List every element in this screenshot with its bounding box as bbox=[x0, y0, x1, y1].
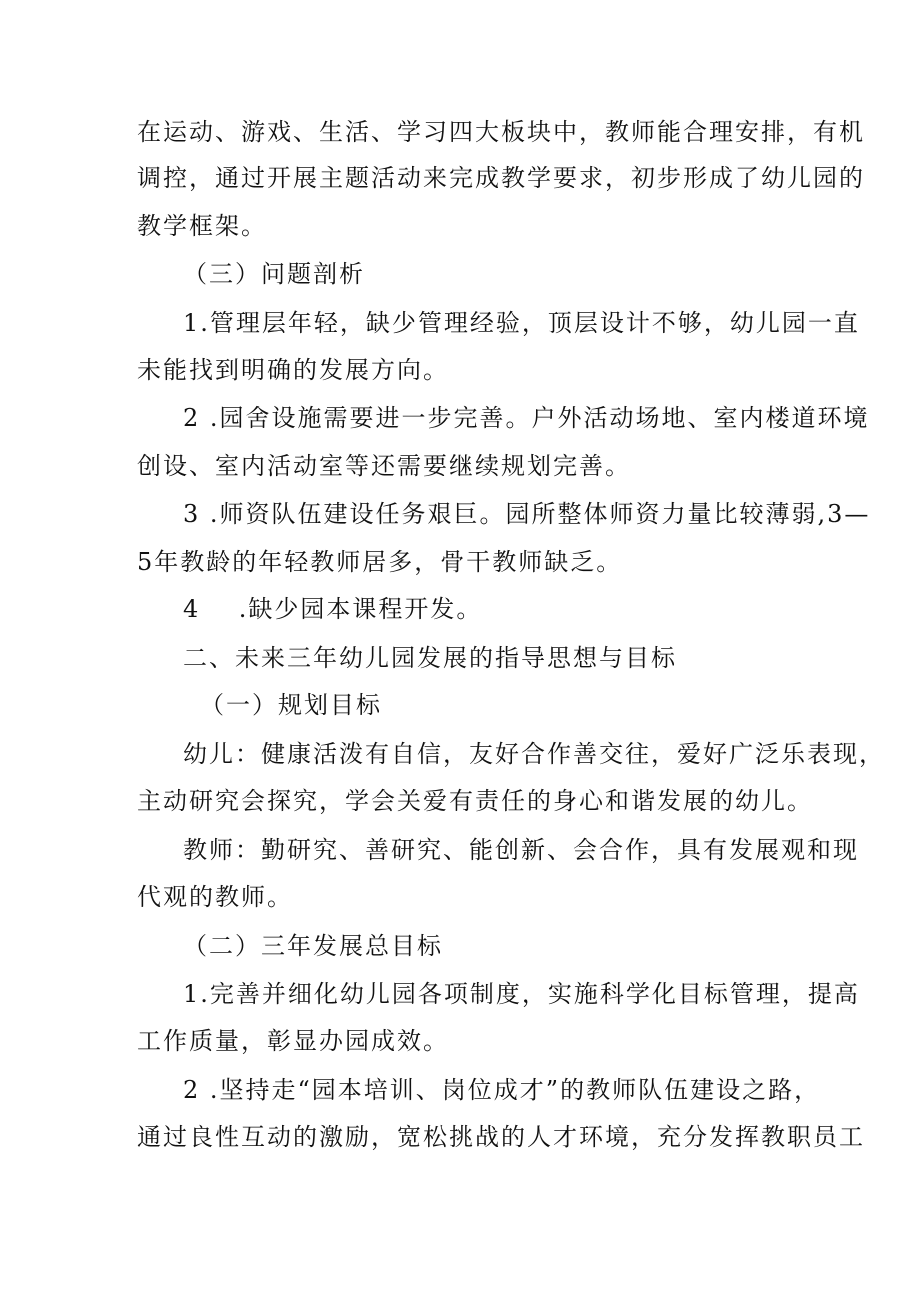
body-text-line: 教学框架。 bbox=[137, 212, 267, 240]
list-item-line: 2 .园舍设施需要进一步完善。户外活动场地、室内楼道环境 bbox=[183, 404, 870, 432]
body-text-line: 调控，通过开展主题活动来完成教学要求，初步形成了幼儿园的 bbox=[137, 164, 865, 192]
subsection-heading: （一）规划目标 bbox=[200, 691, 382, 719]
subsection-heading: （二）三年发展总目标 bbox=[183, 932, 443, 960]
list-item-line: 1.管理层年轻，缺少管理经验，顶层设计不够，幼儿园一直 bbox=[183, 309, 860, 337]
list-item-line: 创设、室内活动室等还需要继续规划完善。 bbox=[137, 452, 631, 480]
list-item-line: 5年教龄的年轻教师居多，骨干教师缺乏。 bbox=[137, 548, 623, 576]
body-text-line: 代观的教师。 bbox=[137, 883, 293, 911]
list-item-line: 未能找到明确的发展方向。 bbox=[137, 356, 449, 384]
body-text-line: 教师：勤研究、善研究、能创新、会合作，具有发展观和现 bbox=[183, 836, 859, 864]
list-item-line: 4 .缺少园本课程开发。 bbox=[183, 595, 483, 623]
list-item-line: 工作质量，彰显办园成效。 bbox=[137, 1027, 449, 1055]
section-heading: （三）问题剖析 bbox=[183, 260, 365, 288]
body-text-line: 幼儿：健康活泼有自信，友好合作善交往，爱好广泛乐表现， bbox=[183, 740, 885, 768]
list-item-line: 3 .师资队伍建设任务艰巨。园所整体师资力量比较薄弱,3— bbox=[183, 500, 871, 528]
list-item-line: 1.完善并细化幼儿园各项制度，实施科学化目标管理，提高 bbox=[183, 980, 860, 1008]
body-text-line: 主动研究会探究，学会关爱有责任的身心和谐发展的幼儿。 bbox=[137, 787, 813, 815]
list-item-line: 2 .坚持走“园本培训、岗位成才”的教师队伍建设之路， bbox=[183, 1076, 821, 1104]
body-text-line: 在运动、游戏、生活、学习四大板块中，教师能合理安排，有机 bbox=[137, 118, 865, 146]
section-heading: 二、未来三年幼儿园发展的指导思想与目标 bbox=[183, 644, 677, 672]
list-item-line: 通过良性互动的激励，宽松挑战的人才环境，充分发挥教职员工 bbox=[137, 1123, 865, 1151]
